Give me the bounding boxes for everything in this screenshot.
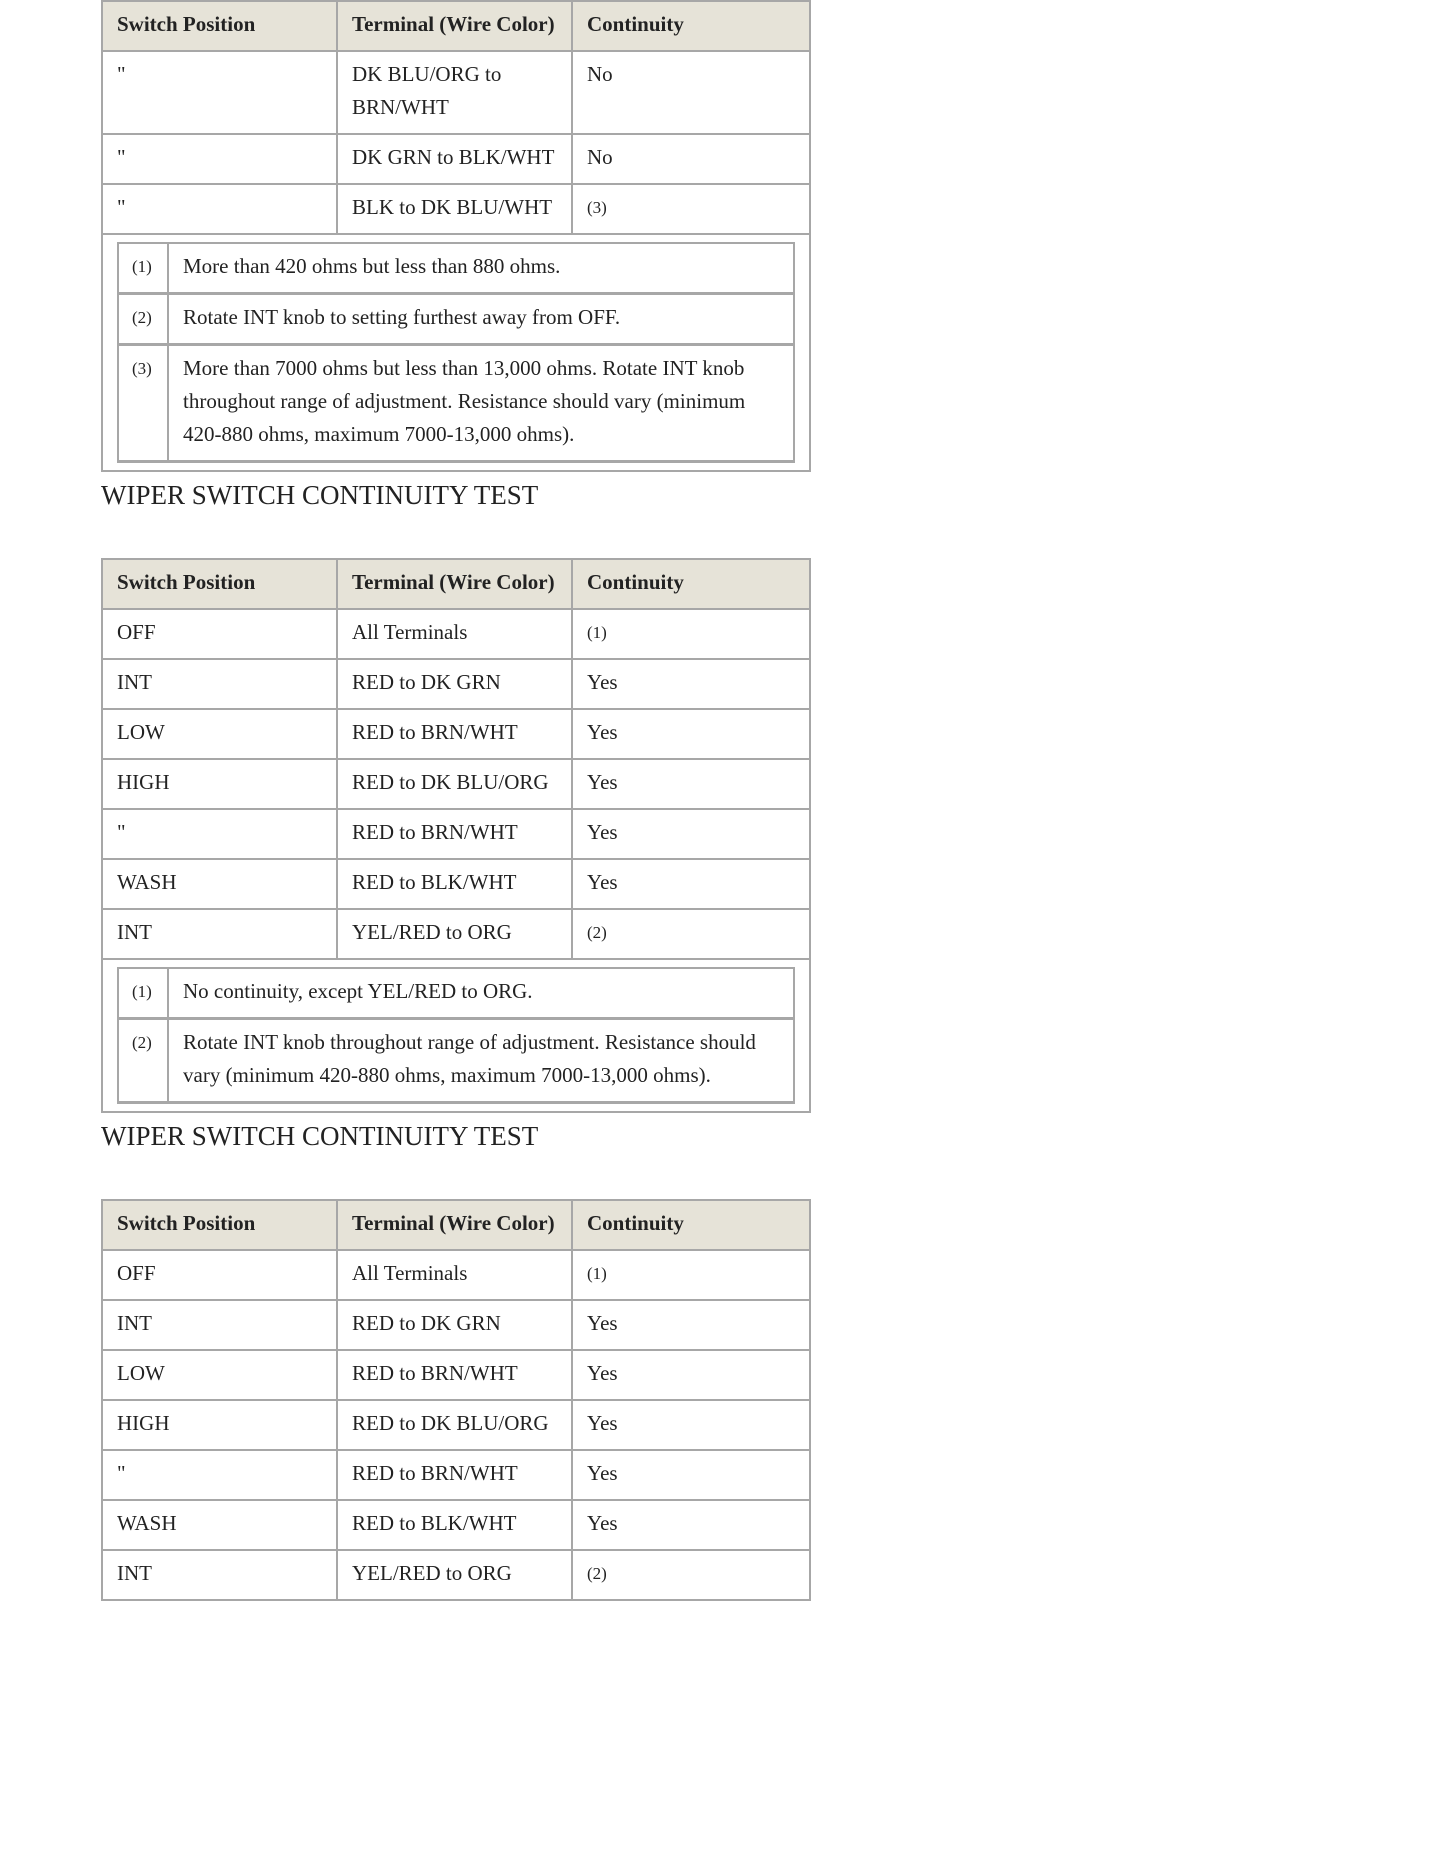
table-row xyxy=(102,134,810,184)
header-continuity: Continuity xyxy=(572,1200,810,1250)
continuity-cell: Yes xyxy=(572,709,810,759)
table-row xyxy=(102,1300,810,1350)
switch-position-cell: HIGH xyxy=(102,759,337,809)
footnote-number: (2) xyxy=(118,1019,168,1103)
footnote-text: More than 420 ohms but less than 880 ohms. xyxy=(168,243,794,294)
switch-position-cell: LOW xyxy=(102,1350,337,1400)
continuity-cell: Yes xyxy=(572,1350,810,1400)
footnote-text: No continuity, except YEL/RED to ORG. xyxy=(168,968,794,1019)
footnotes-cell xyxy=(102,234,810,471)
continuity-table xyxy=(101,558,811,1113)
terminal-cell: RED to DK GRN xyxy=(337,659,572,709)
continuity-cell: No xyxy=(572,134,810,184)
continuity-cell: Yes xyxy=(572,1400,810,1450)
switch-position-cell: " xyxy=(102,1450,337,1500)
continuity-cell: (1) xyxy=(572,609,810,659)
switch-position-cell: " xyxy=(102,51,337,134)
footnote-text: More than 7000 ohms but less than 13,000 ohms. Rotate INT knob throughout range of adjustment. Resistance should vary (minimum 420-880 ohms, maximum 7000-13,000 ohms). xyxy=(168,345,794,462)
continuity-cell: (2) xyxy=(572,1550,810,1600)
switch-position-cell: " xyxy=(102,809,337,859)
footnote-number: (1) xyxy=(118,968,168,1019)
continuity-cell: (2) xyxy=(572,909,810,959)
table-row xyxy=(102,909,810,959)
footnote-number: (3) xyxy=(118,345,168,462)
header-row xyxy=(102,1,810,51)
continuity-cell: Yes xyxy=(572,859,810,909)
header-continuity: Continuity xyxy=(572,559,810,609)
terminal-cell: RED to DK GRN xyxy=(337,1300,572,1350)
continuity-table xyxy=(101,0,811,472)
table-row xyxy=(102,659,810,709)
table-row xyxy=(102,1550,810,1600)
terminal-cell: RED to BLK/WHT xyxy=(337,859,572,909)
section-title: WIPER SWITCH CONTINUITY TEST xyxy=(101,1121,539,1151)
terminal-cell: RED to BLK/WHT xyxy=(337,1500,572,1550)
table-row xyxy=(102,1500,810,1550)
terminal-cell: RED to BRN/WHT xyxy=(337,809,572,859)
footnotes-row xyxy=(102,959,810,1112)
section-title: WIPER SWITCH CONTINUITY TEST xyxy=(101,480,539,510)
switch-position-cell: LOW xyxy=(102,709,337,759)
switch-position-cell: INT xyxy=(102,1550,337,1600)
continuity-cell: Yes xyxy=(572,659,810,709)
table-row xyxy=(102,859,810,909)
header-terminal: Terminal (Wire Color) xyxy=(337,559,572,609)
terminal-cell: RED to BRN/WHT xyxy=(337,1450,572,1500)
table-row xyxy=(102,809,810,859)
header-row xyxy=(102,559,810,609)
header-terminal: Terminal (Wire Color) xyxy=(337,1,572,51)
table-row xyxy=(102,1450,810,1500)
footnote xyxy=(118,1019,794,1103)
continuity-cell: Yes xyxy=(572,1500,810,1550)
terminal-cell: RED to BRN/WHT xyxy=(337,709,572,759)
switch-position-cell: " xyxy=(102,184,337,234)
footnote-number: (2) xyxy=(118,294,168,345)
switch-position-cell: INT xyxy=(102,659,337,709)
header-switch-position: Switch Position xyxy=(102,559,337,609)
terminal-cell: All Terminals xyxy=(337,609,572,659)
terminal-cell: RED to BRN/WHT xyxy=(337,1350,572,1400)
switch-position-cell: " xyxy=(102,134,337,184)
terminal-cell: YEL/RED to ORG xyxy=(337,1550,572,1600)
table-row xyxy=(102,609,810,659)
continuity-cell: (1) xyxy=(572,1250,810,1300)
table-row xyxy=(102,1250,810,1300)
continuity-cell: (3) xyxy=(572,184,810,234)
footnote xyxy=(118,243,794,294)
terminal-cell: DK BLU/ORG to BRN/WHT xyxy=(337,51,572,134)
continuity-cell: Yes xyxy=(572,759,810,809)
footnotes-row xyxy=(102,234,810,471)
header-switch-position: Switch Position xyxy=(102,1200,337,1250)
terminal-cell: DK GRN to BLK/WHT xyxy=(337,134,572,184)
continuity-cell: No xyxy=(572,51,810,134)
switch-position-cell: INT xyxy=(102,909,337,959)
header-switch-position: Switch Position xyxy=(102,1,337,51)
continuity-cell: Yes xyxy=(572,809,810,859)
footnote xyxy=(118,968,794,1019)
footnote-text: Rotate INT knob to setting furthest away from OFF. xyxy=(168,294,794,345)
table-row xyxy=(102,759,810,809)
footnote xyxy=(118,294,794,345)
continuity-table xyxy=(101,1199,811,1601)
header-terminal: Terminal (Wire Color) xyxy=(337,1200,572,1250)
switch-position-cell: HIGH xyxy=(102,1400,337,1450)
table-row xyxy=(102,51,810,134)
terminal-cell: All Terminals xyxy=(337,1250,572,1300)
switch-position-cell: WASH xyxy=(102,1500,337,1550)
terminal-cell: RED to DK BLU/ORG xyxy=(337,759,572,809)
document xyxy=(101,0,809,1601)
footnotes-table xyxy=(117,967,795,1104)
header-continuity: Continuity xyxy=(572,1,810,51)
switch-position-cell: INT xyxy=(102,1300,337,1350)
switch-position-cell: WASH xyxy=(102,859,337,909)
terminal-cell: YEL/RED to ORG xyxy=(337,909,572,959)
footnote-text: Rotate INT knob throughout range of adjustment. Resistance should vary (minimum 420-880 ohms, maximum 7000-13,000 ohms). xyxy=(168,1019,794,1103)
table-row xyxy=(102,1400,810,1450)
table-row xyxy=(102,709,810,759)
footnotes-table xyxy=(117,242,795,463)
header-row xyxy=(102,1200,810,1250)
continuity-cell: Yes xyxy=(572,1450,810,1500)
switch-position-cell: OFF xyxy=(102,609,337,659)
footnotes-cell xyxy=(102,959,810,1112)
switch-position-cell: OFF xyxy=(102,1250,337,1300)
footnote-number: (1) xyxy=(118,243,168,294)
footnote xyxy=(118,345,794,462)
continuity-cell: Yes xyxy=(572,1300,810,1350)
table-row xyxy=(102,184,810,234)
table-row xyxy=(102,1350,810,1400)
terminal-cell: BLK to DK BLU/WHT xyxy=(337,184,572,234)
terminal-cell: RED to DK BLU/ORG xyxy=(337,1400,572,1450)
